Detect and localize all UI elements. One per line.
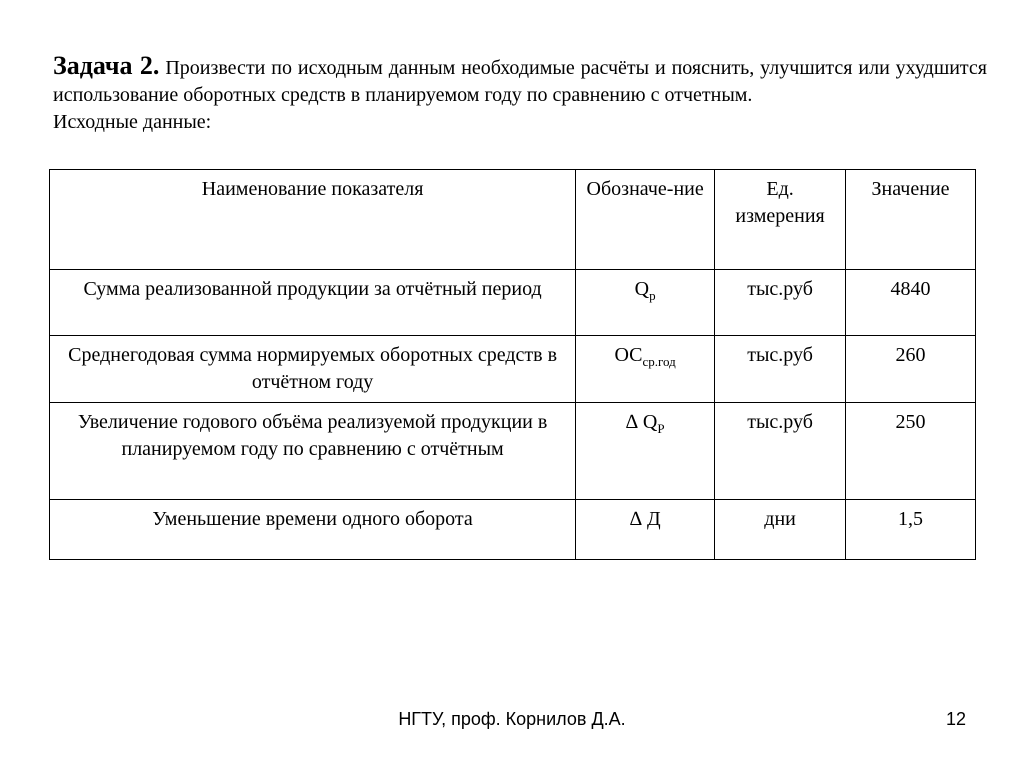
row-symbol: ∆ $Q_Р$ [576, 403, 715, 500]
row-unit: дни [715, 500, 846, 560]
row-value: 4840 [846, 270, 976, 336]
header-value: Значение [846, 170, 976, 270]
header-unit: Ед. измерения [715, 170, 846, 270]
task-text: Произвести по исходным данным необходимые расчёты и пояснить, улучшится или ухудшится использование оборотных средств в планируемом году по сравнению с отчетным. [53, 57, 987, 106]
task-title: Задача 2. [53, 51, 160, 80]
task-header [53, 52, 987, 136]
table-row [50, 270, 976, 336]
header-symbol: Обозначе-ние [576, 170, 715, 270]
row-symbol: $ОС_{ср.год}$ [576, 336, 715, 403]
row-symbol: $Q_р$ [576, 270, 715, 336]
header-name: Наименование показателя [50, 170, 576, 270]
source-data-table [49, 169, 976, 560]
row-name: Среднегодовая сумма нормируемых оборотных средств в отчётном году [50, 336, 576, 403]
source-data-label: Исходные данные: [53, 111, 212, 133]
row-name: Увеличение годового объёма реализуемой продукции в планируемом году по сравнению с отчётным [50, 403, 576, 500]
table-row [50, 500, 976, 560]
row-unit: тыс.руб [715, 403, 846, 500]
table-row [50, 403, 976, 500]
task-paragraph [53, 52, 987, 109]
table-row [50, 336, 976, 403]
row-name: Уменьшение времени одного оборота [50, 500, 576, 560]
row-unit: тыс.руб [715, 336, 846, 403]
page-number: 12 [945, 709, 966, 729]
row-unit: тыс.руб [715, 270, 846, 336]
row-value: 260 [846, 336, 976, 403]
table-header-row [50, 170, 976, 270]
row-name: Сумма реализованной продукции за отчётный период [50, 270, 576, 336]
row-symbol: ∆ Д [576, 500, 715, 560]
row-value: 1,5 [846, 500, 976, 560]
row-value: 250 [846, 403, 976, 500]
footer-author: НГТУ, проф. Корнилов Д.А. [398, 709, 626, 729]
